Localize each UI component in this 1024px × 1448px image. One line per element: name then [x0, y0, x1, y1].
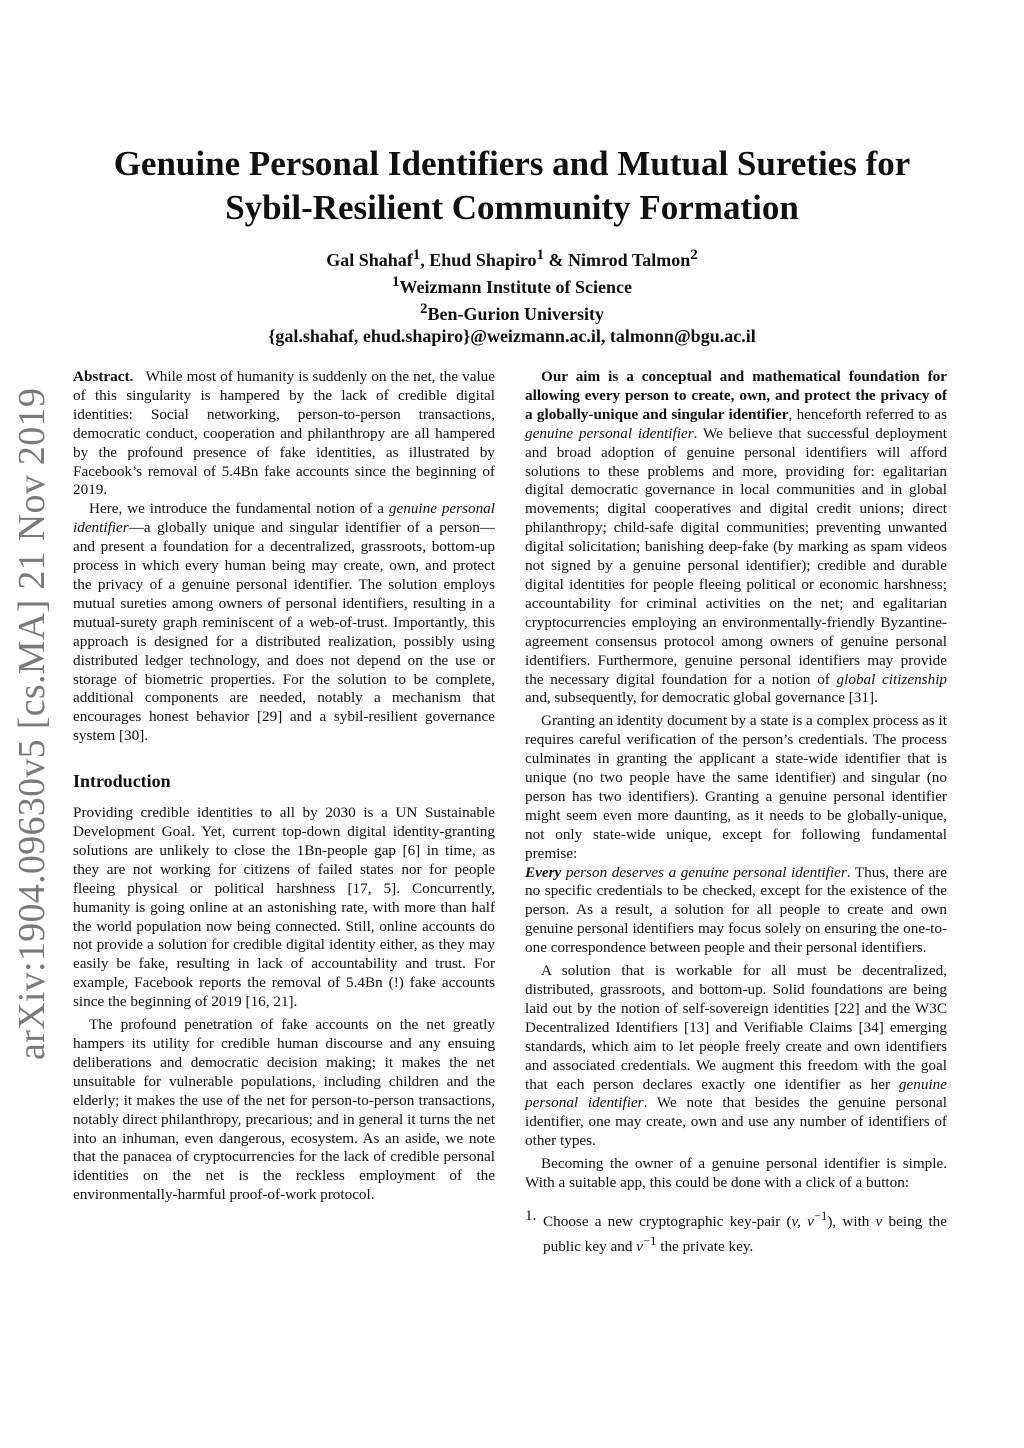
solution-paragraph: A solution that is workable for all must be decentralized, distributed, grassroots, and bottom-up. Solid foundations are being laid out by the notion of self-sovereign identities [22] and the W3C Decentralized Identifiers [13] and Verifiable Claims [34] emerging standards, which aim to let people freely create and own identifiers and associated credentials. We augment this freedom with the goal that each person declares exactly one identifier as her genuine personal identifier. We note that besides the genuine personal identifier, one may create, own and use any number of identifiers of other types. [525, 962, 947, 1150]
section-heading-introduction: Introduction [73, 771, 171, 792]
intro-paragraph-1: Providing credible identities to all by 2030 is a UN Sustainable Development Goal. Yet, current top-down digital identity-granting solutions are unlikely to close the 1Bn-people gap [6] in time, as they are not working for citizens of failed states nor for people fleeing physical or political harshness [17, 5]. Concurrently, humanity is going online at an astonishing rate, with more than half the world population now being connected. Still, online accounts do not provide a solution for credible digital identity either, as they may easily be fake, resulting in lack of accountability and trust. For example, Facebook reports the removal of 5.4Bn (!) fake accounts since the beginning of 2019 [16, 21]. [73, 804, 495, 1011]
list-item [525, 1207, 947, 1257]
premise-paragraph: Every person deserves a genuine personal identifier. Thus, there are no specific credentials to be checked, except for the existence of the person. As a result, a solution for all people to create and own genuine personal identifiers may focus solely on ensuring the one-to-one correspondence between people and their personal identifiers. [525, 863, 948, 957]
paper-title [60, 142, 964, 230]
ownership-paragraph: Becoming the owner of a genuine personal identifier is simple. With a suitable app, this could be done with a click of a button: [525, 1155, 947, 1192]
abstract-paragraph-2: Here, we introduce the fundamental notion of a genuine personal identifier—a globally unique and singular identifier of a person—and present a foundation for a decentralized, grassroots, bottom-up process in which every human being may create, own, and protect the privacy of a genuine personal identifier. The solution employs mutual sureties among owners of personal identifiers, resulting in a mutual-surety graph reminiscent of a web-of-trust. Importantly, this approach is designed for a distributed realization, possibly using distributed ledger technology, and does not depend on the use or storage of biometric properties. For the solution to be complete, additional components are needed, notably a mechanism that encourages honest behavior [29] and a sybil-resilient governance system [30]. [73, 500, 495, 745]
abstract-label: Abstract. [73, 368, 134, 385]
title-line-2: Sybil-Resilient Community Formation [225, 188, 799, 227]
author-block [100, 244, 924, 347]
title-line-1: Genuine Personal Identifiers and Mutual Sureties for [113, 144, 911, 183]
affiliation-1: $^1$Weizmann Institute of Science [392, 274, 632, 297]
right-column [525, 368, 947, 1257]
left-column [73, 368, 495, 1205]
intro-paragraph-2: The profound penetration of fake accounts on the net greatly hampers its utility for credible human discourse and any ensuing deliberations and democratic decision making; it makes the net unsuitable for vulnerable populations, including children and the elderly; it makes the use of the net for person-to-person transactions, notably direct philanthropy, precarious; and in general it turns the net into an inhuman, even dangerous, ecosystem. As an aside, we note that the panacea of cryptocurrencies for the lack of credible personal identities on the net is the reckless employment of the environmentally-harmful proof-of-work protocol. [73, 1016, 495, 1204]
list-number: 1. [525, 1206, 537, 1224]
author-emails: {gal.shahaf, ehud.shapiro}@weizmann.ac.il, talmonn@bgu.ac.il [268, 326, 756, 346]
aim-paragraph: Our aim is a conceptual and mathematical foundation for allowing every person to create, own, and protect the privacy of a globally-unique and singular identifier, henceforth referred to as genuine personal identifier. We believe that successful deployment and broad adoption of genuine personal identifiers will afford solutions to these problems and more, providing for: egalitarian digital democratic governance in local communities and in global movements; digital cooperatives and digital credit unions; direct philanthropy; child-safe digital communities; preventing unwanted digital solicitation; banishing deep-fake (by marking as spam videos not signed by a genuine personal identifier); credible and durable digital identities for people fleeing political or economic harshness; accountability for criminal activities on the net; and egalitarian cryptocurrencies employing an environmentally-friendly Byzantine-agreement consensus protocol among owners of genuine personal identifiers. Furthermore, genuine personal identifiers may provide the necessary digital foundation for a notion of global citizenship and, subsequently, for democratic global governance [31]. [525, 368, 948, 707]
arxiv-stamp: arXiv:1904.09630v5 [cs.MA] 21 Nov 2019 [11, 387, 53, 1060]
list-text: Choose a new cryptographic key-pair (v, $v^{-1}$), with v being the public key and $v^{-1}$ the private key. [543, 1208, 947, 1255]
author-names: Gal Shahaf$^1$, Ehud Shapiro$^1$ & Nimrod Talmon$^2$ [326, 247, 698, 270]
affiliation-2: $^2$Ben-Gurion University [419, 301, 604, 324]
identity-paragraph: Granting an identity document by a state is a complex process as it requires careful verification of the person’s credentials. The process culminates in granting the applicant a state-wide identifier that is unique (no two people have the same identifier) and singular (no person has two identifiers). Granting a genuine personal identifier might seem even more daunting, as it needs to be globally-unique, not only state-wide unique, except for following fundamental premise: [525, 712, 947, 862]
abstract-paragraph-1: Abstract. While most of humanity is suddenly on the net, the value of this singularity is hampered by the lack of credible digital identities: Social networking, person-to-person transactions, democratic conduct, cooperation and philanthropy are all hampered by the profound presence of fake identities, as illustrated by Facebook’s removal of 5.4Bn fake accounts since the beginning of 2019. [73, 368, 496, 499]
